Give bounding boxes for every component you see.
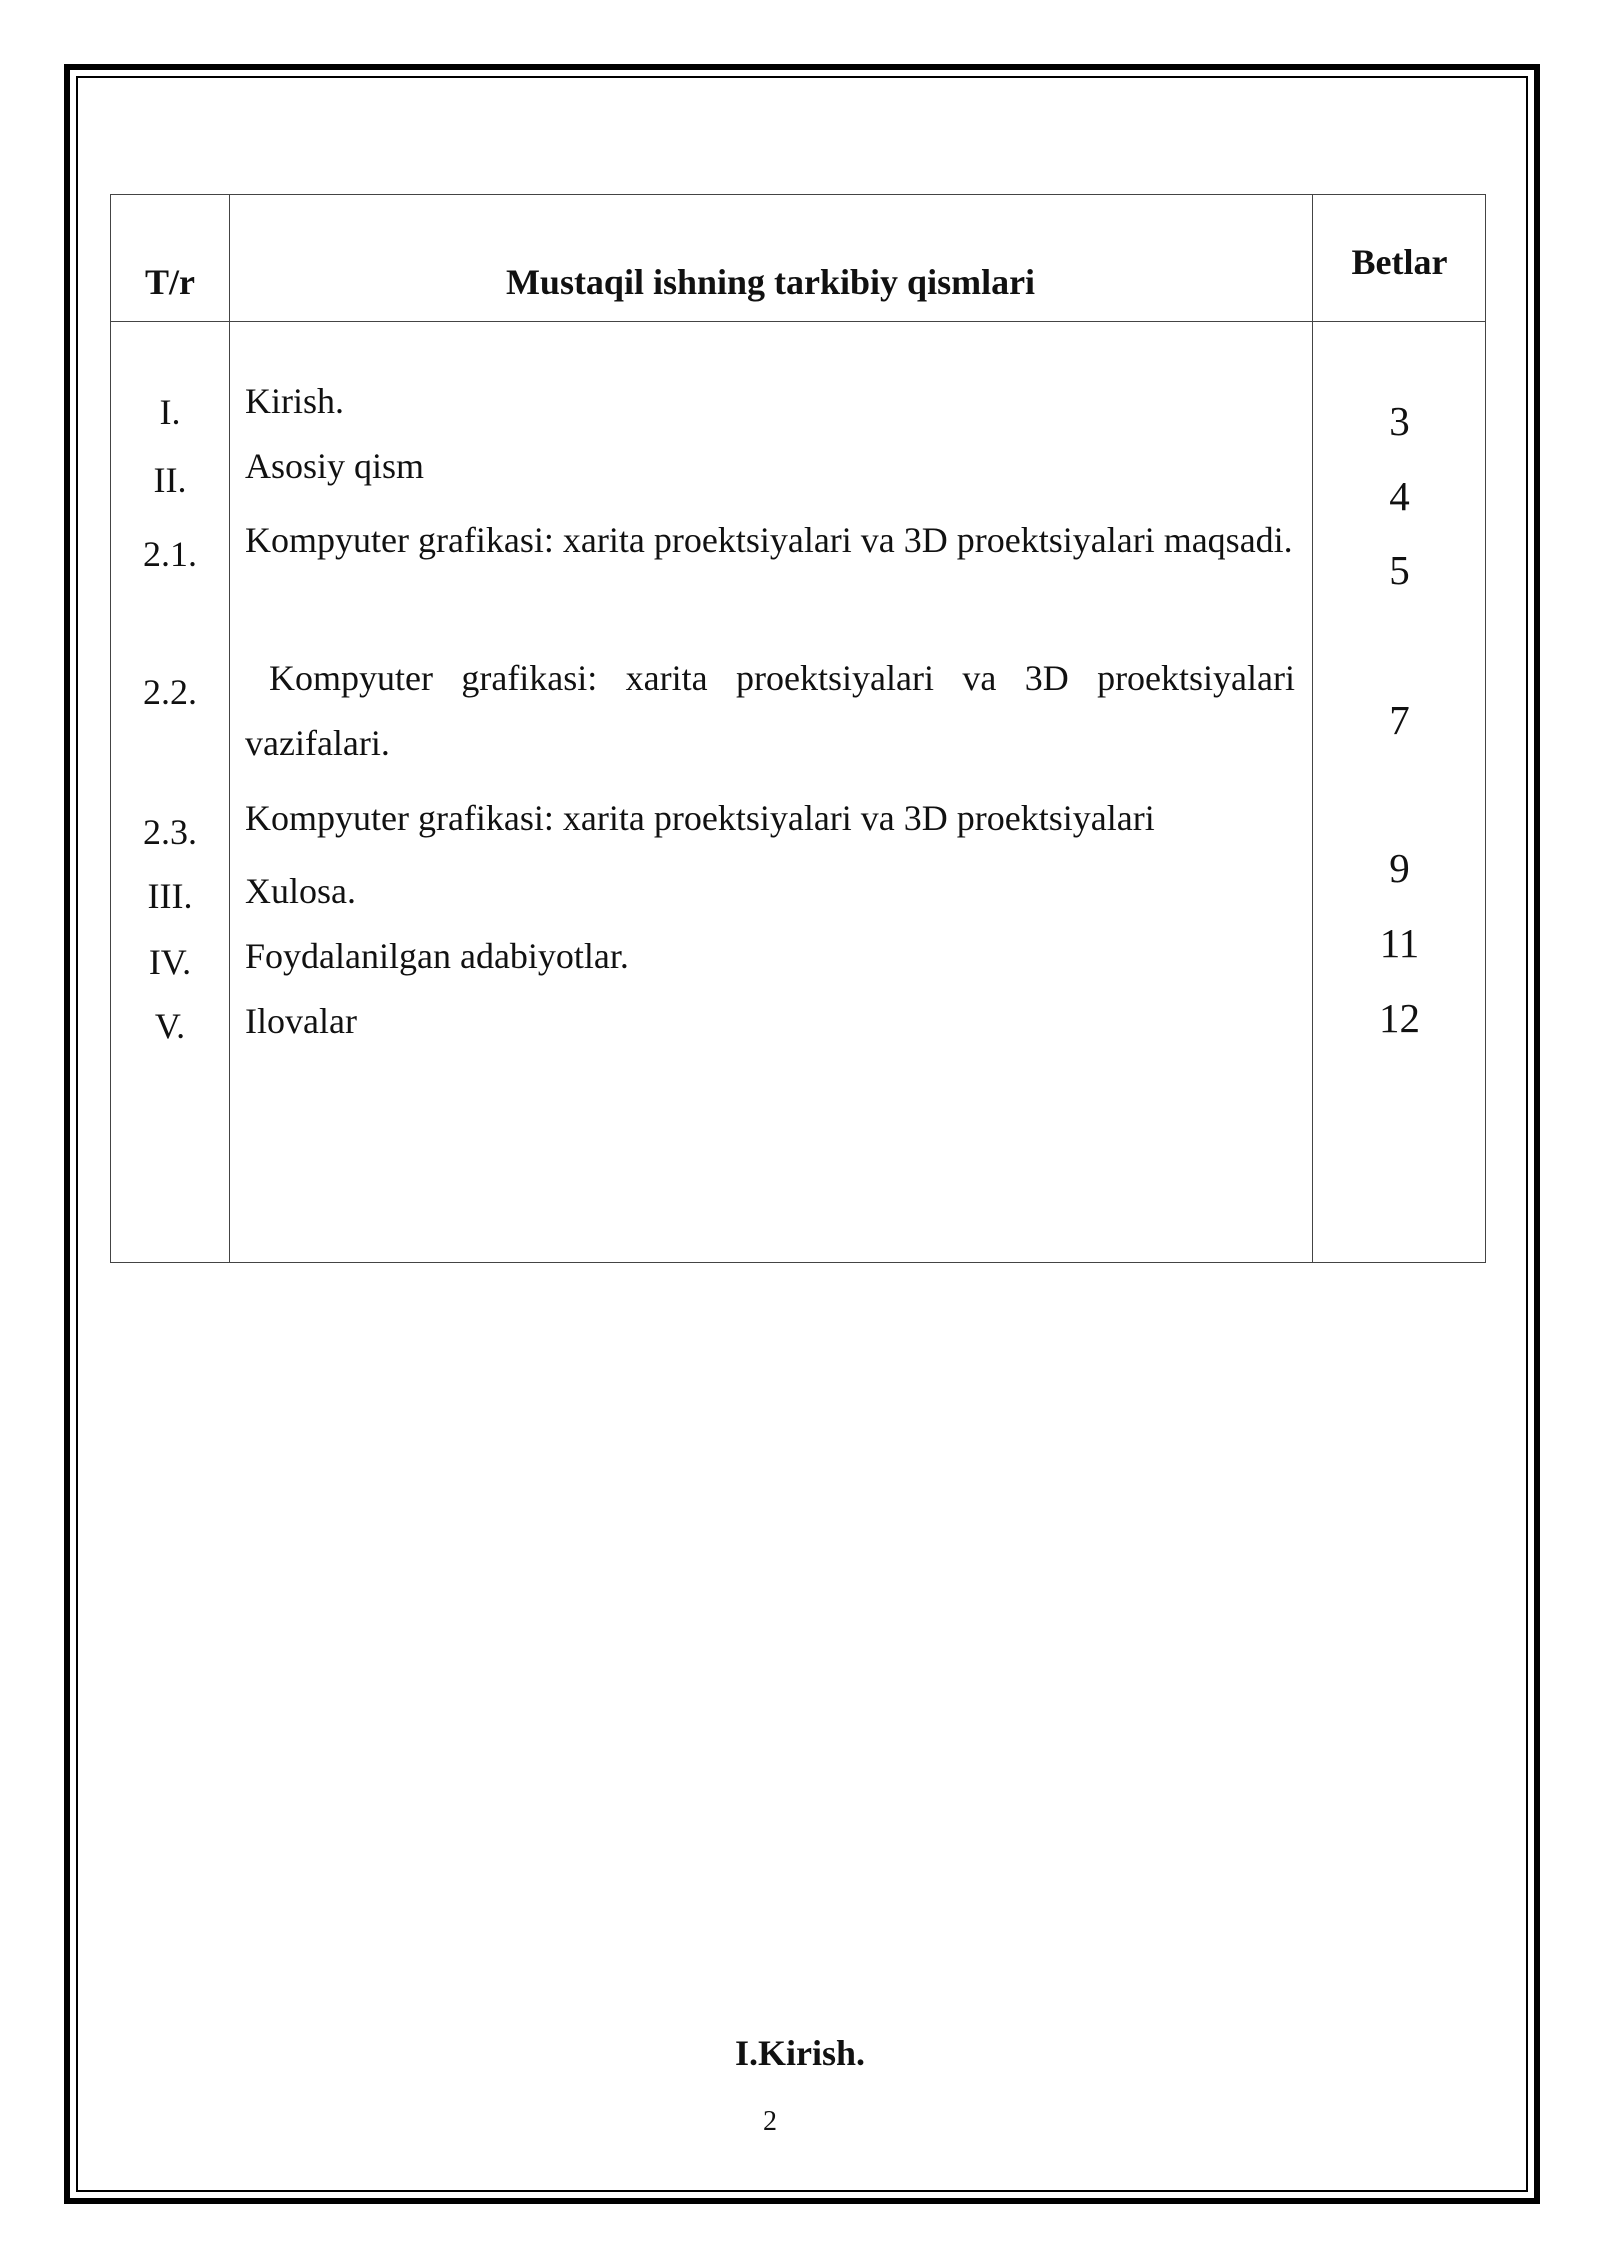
row-text: Asosiy qism bbox=[245, 446, 425, 486]
section-heading: I.Kirish. bbox=[734, 2033, 866, 2073]
row-number: V. bbox=[154, 1006, 186, 1046]
row-text: Kompyuter grafikasi: xarita proektsiyalari va 3D proektsiyalari vazifalari. bbox=[245, 658, 1295, 763]
page-ref: 11 bbox=[1379, 920, 1420, 966]
row-number: 2.1. bbox=[143, 534, 197, 574]
column-divider bbox=[229, 195, 230, 1262]
page-ref: 9 bbox=[1389, 845, 1410, 891]
page-ref: 4 bbox=[1389, 473, 1410, 519]
row-number: III. bbox=[147, 876, 193, 916]
header-divider bbox=[111, 321, 1485, 322]
row-number: 2.3. bbox=[143, 812, 197, 852]
page-ref: 3 bbox=[1389, 398, 1410, 444]
page-number: 2 bbox=[763, 2106, 777, 2137]
row-text: Foydalanilgan adabiyotlar. bbox=[245, 936, 629, 976]
header-number: T/r bbox=[145, 262, 195, 302]
page-ref: 12 bbox=[1379, 995, 1420, 1041]
page-ref: 5 bbox=[1389, 547, 1410, 593]
row-number: II. bbox=[153, 460, 187, 500]
row-number: IV. bbox=[148, 942, 192, 982]
row-text: Xulosa. bbox=[245, 871, 356, 911]
row-text: Kirish. bbox=[245, 381, 344, 421]
table-of-contents bbox=[110, 194, 1486, 1263]
row-text: Ilovalar bbox=[245, 1001, 357, 1041]
row-text: Kompyuter grafikasi: xarita proektsiyalari va 3D proektsiyalari bbox=[245, 798, 1155, 838]
row-text: Kompyuter grafikasi: xarita proektsiyalari va 3D proektsiyalari maqsadi. bbox=[245, 520, 1293, 560]
row-number: I. bbox=[159, 392, 181, 432]
page-ref: 7 bbox=[1389, 697, 1410, 743]
header-title: Mustaqil ishning tarkibiy qismlari bbox=[505, 262, 1036, 302]
row-number: 2.2. bbox=[143, 672, 197, 712]
header-pages: Betlar bbox=[1351, 242, 1448, 282]
